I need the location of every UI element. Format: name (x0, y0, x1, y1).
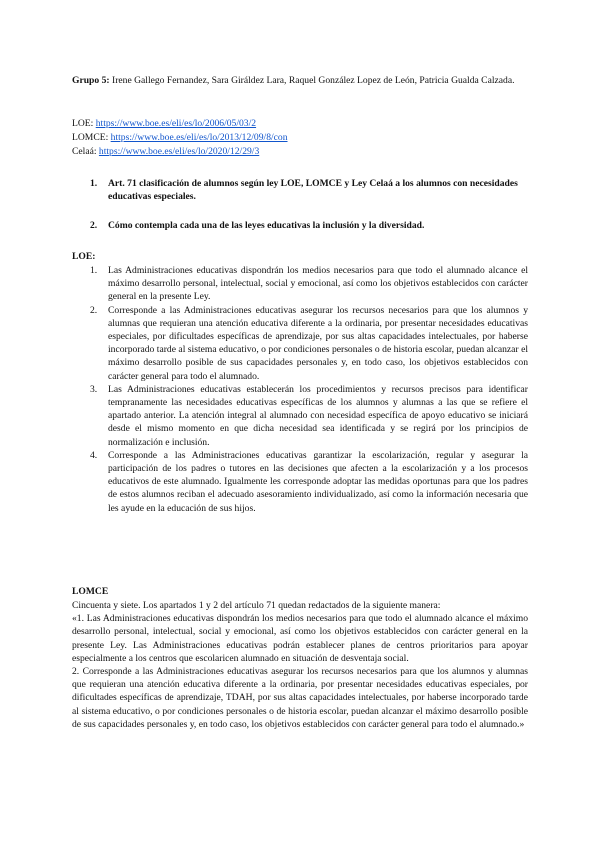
question-item (72, 177, 528, 203)
ref-lomce (72, 131, 528, 145)
loe-heading: LOE: (72, 251, 96, 262)
group-members (72, 74, 528, 87)
ref-link-celaa[interactable]: https://www.boe.es/eli/es/lo/2020/12/29/3 (98, 146, 260, 157)
ref-link-loe[interactable]: https://www.boe.es/eli/es/lo/2006/05/03/2 (95, 118, 257, 129)
question-list (72, 177, 528, 203)
group-label: Grupo 5: (72, 75, 110, 86)
item-number: 1. (90, 265, 98, 276)
law-references (72, 117, 528, 159)
group-members-text: Irene Gallego Fernandez, Sara Giráldez Lara, Raquel González Lopez de León, Patricia Gualda Calzada. (112, 75, 515, 86)
lomce-intro: Cincuenta y siete. Los apartados 1 y 2 del artículo 71 quedan redactados de la siguiente manera: (72, 600, 441, 611)
question-number: 1. (90, 178, 98, 189)
lomce-paragraph-1: «1. Las Administraciones educativas dispondrán los medios necesarios para que todo el alumnado alcance el máximo desarrollo personal, intelectual, social y emocional, así como los objetivos establecidos con carácter general en la presente Ley. Las Administraciones educativas podrán establecer planes de centros prioritarios para apoyar especialmente a los centros que escolaricen alumnado en situación de desventaja social. (72, 613, 528, 664)
loe-item (72, 304, 528, 383)
item-number: 4. (90, 449, 98, 461)
item-number: 2. (90, 304, 98, 316)
question-item (72, 219, 528, 232)
item-text: Corresponde a las Administraciones educativas garantizar la escolarización, regular y asegurar la participación de los padres o tutores en las decisiones que afecten a la escolarización y a los procesos educativos de este alumnado. Igualmente les corresponde adoptar las medidas oportunas para que los padres de estos alumnos reciban el adecuado asesoramiento individualizado, así como la información necesaria que les ayude en la educación de sus hijos. (108, 449, 528, 514)
item-number: 3. (90, 383, 98, 395)
ref-label: Celaá: (72, 146, 97, 157)
lomce-body (72, 599, 528, 731)
question-text: Cómo contempla cada una de las leyes educativas la inclusión y la diversidad. (108, 220, 425, 231)
question-number: 2. (90, 220, 98, 231)
ref-celaa (72, 145, 528, 159)
ref-loe (72, 117, 528, 131)
loe-item (72, 449, 528, 515)
loe-item (72, 383, 528, 449)
item-text: Las Administraciones educativas dispondrán los medios necesarios para que todo el alumnado alcance el máximo desarrollo personal, intelectual, social y emocional, así como los objetivos establecidos con carácter general en la presente Ley. (108, 265, 528, 303)
ref-label: LOE: (72, 118, 94, 129)
loe-item (72, 264, 528, 304)
ref-label: LOMCE: (72, 132, 109, 143)
item-text: Las Administraciones educativas establecerán los procedimientos y recursos precisos para identificar tempranamente las necesidades educativas específicas de los alumnos y alumnas a las que se refiere el apartado anterior. La atención integral al alumnado con necesidad específica de apoyo educativo se iniciará desde el mismo momento en que dicha necesidad sea identificada y se regirá por los principios de normalización e inclusión. (108, 383, 528, 448)
loe-list (72, 264, 528, 515)
question-text: Art. 71 clasificación de alumnos según ley LOE, LOMCE y Ley Celaá a los alumnos con necesidades educativas especiales. (108, 178, 518, 202)
ref-link-lomce[interactable]: https://www.boe.es/eli/es/lo/2013/12/09/8/con (110, 132, 288, 143)
lomce-paragraph-2: 2. Corresponde a las Administraciones educativas asegurar los recursos necesarios para que los alumnos y alumnas que requieran una atención educativa diferente a la ordinaria, por presentar necesidades educativas especiales, por dificultades específicas de aprendizaje, TDAH, por sus altas capacidades intelectuales, por haberse incorporado tarde al sistema educativo, o por condiciones personales o de historia escolar, puedan alcanzar el máximo desarrollo posible de sus capacidades personales y, en todo caso, los objetivos establecidos con carácter general para todo el alumnado.» (72, 666, 528, 730)
lomce-heading: LOMCE (72, 586, 109, 597)
question-list (72, 219, 528, 232)
item-text: Corresponde a las Administraciones educativas asegurar los recursos necesarios para que los alumnos y alumnas que requieran una atención educativa diferente a la ordinaria, por presentar necesidades educativas especiales, por dificultades específicas de aprendizaje, por sus altas capacidades intelectuales, por haberse incorporado tarde al sistema educativo, o por condiciones personales o de historia escolar, puedan alcanzar el máximo desarrollo posible de sus capacidades personales y, en todo caso, los objetivos establecidos con carácter general para todo el alumnado. (108, 304, 528, 382)
